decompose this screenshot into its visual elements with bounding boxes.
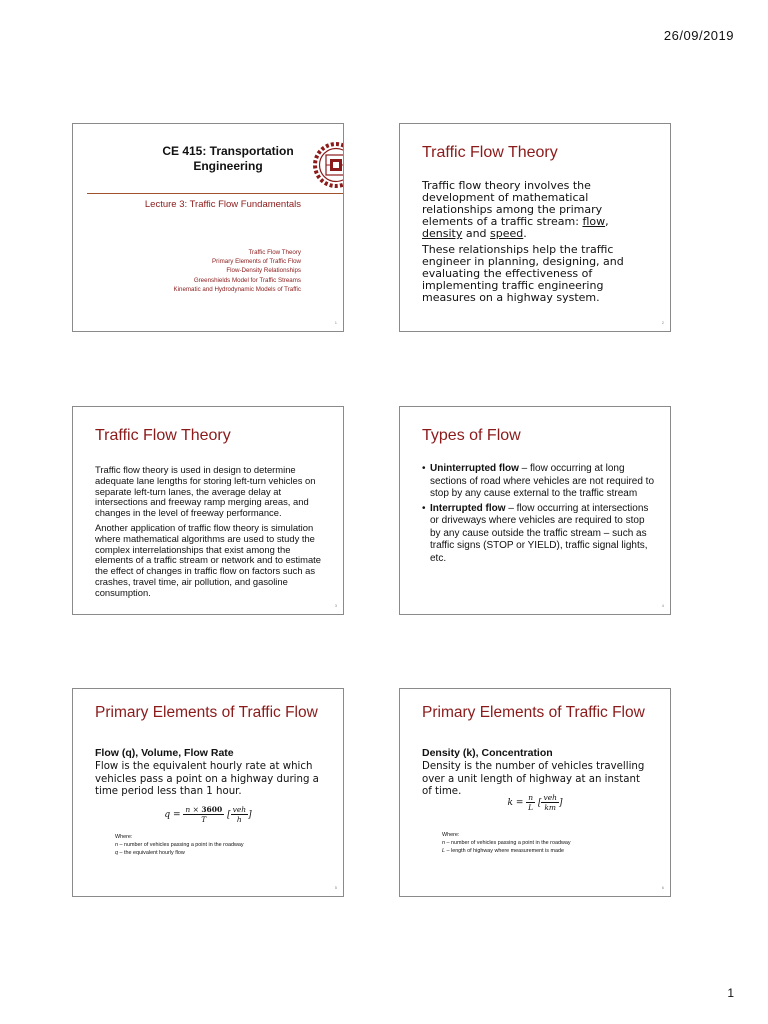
separator: and <box>462 227 491 240</box>
paragraph: These relationships help the traffic engineer in planning, designing, and evaluating the effectiveness of implementing traffic engineering measures on a highway system. <box>422 243 624 304</box>
divider-rule <box>87 193 343 194</box>
denominator: L <box>528 803 534 812</box>
slide-body <box>422 180 652 308</box>
topic-item: Primary Elements of Traffic Flow <box>212 258 301 266</box>
variable-symbol: q <box>115 849 118 856</box>
unit-numerator: veh <box>543 793 557 802</box>
term-speed: speed <box>490 227 524 240</box>
variable-symbol: n <box>442 839 445 846</box>
unit-open-bracket: [ <box>227 810 231 820</box>
definition: – flow occurring at long sections of road where vehicles are not required to stop by any cause external to the traffic stream <box>430 463 655 499</box>
paragraph-text: Traffic flow theory involves the development of mathematical relationships among the primary elements of a traffic stream: <box>422 179 603 228</box>
slide-title: Primary Elements of Traffic Flow <box>95 704 318 721</box>
denominator: T <box>201 815 207 824</box>
course-title: CE 415: Transportation Engineering <box>162 144 294 173</box>
unit-open-bracket: [ <box>537 798 542 808</box>
definition-text: Flow is the equivalent hourly rate at which vehicles pass a point on a highway during a time period less than 1 hour. <box>95 761 319 797</box>
slide-number: 1 <box>334 320 337 325</box>
variable-description: – number of vehicles passing a point in the roadway <box>445 839 571 846</box>
variable-description: – number of vehicles passing a point in the roadway <box>118 841 244 848</box>
slide-number: 6 <box>661 885 664 890</box>
slide-number: 3 <box>334 603 337 608</box>
numerator <box>183 805 224 815</box>
paragraph: Another application of traffic flow theory is simulation where mathematical algorithms are used to study the complex interrelationships that exist among the elements of a traffic stream or network and to estimate the effect of changes in traffic flow on factors such as crashes, travel time, air pollution, and gasoline consumption. <box>95 521 321 598</box>
unit-close-bracket: ] <box>248 810 252 820</box>
lecture-title: Lecture 3: Traffic Flow Fundamentals <box>144 199 301 210</box>
term-density: density <box>422 227 463 240</box>
flow-formula <box>73 805 343 824</box>
section-heading: Density (k), Concentration <box>422 747 553 759</box>
density-formula <box>400 793 670 812</box>
fraction <box>183 805 224 824</box>
separator: . <box>523 227 527 240</box>
topic-item: Kinematic and Hydrodynamic Models of Traffic <box>173 285 301 293</box>
variable-symbol: n <box>115 841 118 848</box>
topic-list <box>174 248 301 294</box>
variable-symbol: L <box>442 847 445 854</box>
unit-denominator: km <box>544 803 557 812</box>
slide-5 <box>72 688 344 897</box>
legend-heading: Where: <box>442 832 460 838</box>
slide-title: Traffic Flow Theory <box>95 427 231 444</box>
bullet-icon: • <box>422 463 426 474</box>
slide-body <box>95 465 325 603</box>
slide-number: 4 <box>661 603 664 608</box>
slide-2 <box>399 123 671 332</box>
topic-item: Flow-Density Relationships <box>226 267 301 275</box>
slide-1 <box>72 123 344 332</box>
list-item <box>422 503 656 566</box>
unit-denominator: h <box>236 815 242 824</box>
legend-item <box>115 850 244 858</box>
formula-lhs: q = <box>164 810 181 820</box>
slide-title: Primary Elements of Traffic Flow <box>422 704 645 721</box>
bullet-list <box>422 463 656 567</box>
section-heading: Flow (q), Volume, Flow Rate <box>95 747 234 759</box>
legend-item <box>442 848 571 856</box>
separator: , <box>605 215 609 228</box>
variable-description: – the equivalent hourly flow <box>118 849 185 856</box>
unit-fraction <box>231 805 249 824</box>
formula-lhs: k = <box>507 798 524 808</box>
numerator-constant: 3600 <box>201 805 223 814</box>
variable-description: – length of highway where measurement is made <box>445 847 564 854</box>
variable-legend <box>442 832 571 855</box>
definition: – flow occurring at intersections or driveways where vehicles are required to stop by any cause outside the traffic stream – such as traffic signs (STOP or YIELD), traffic signal lights, etc. <box>430 502 649 564</box>
legend-item <box>442 840 571 848</box>
page-date: 26/09/2019 <box>663 28 734 43</box>
numerator: n <box>528 793 534 802</box>
numerator-text: n × <box>185 805 202 814</box>
term-flow: flow <box>582 215 606 228</box>
slide-6 <box>399 688 671 897</box>
unit-fraction <box>541 793 559 812</box>
legend-item <box>115 842 244 850</box>
unit-close-bracket: ] <box>558 798 563 808</box>
definition-text: Density is the number of vehicles travelling over a unit length of highway at an instant of time. <box>422 761 645 797</box>
slide-number: 5 <box>334 885 337 890</box>
variable-legend <box>115 834 244 857</box>
topic-item: Traffic Flow Theory <box>248 249 301 256</box>
term: Interrupted flow <box>430 502 506 514</box>
slide-3 <box>72 406 344 615</box>
university-logo-icon <box>313 142 344 188</box>
fraction <box>526 793 535 812</box>
unit-numerator: veh <box>232 805 247 814</box>
slide-4 <box>399 406 671 615</box>
legend-heading: Where: <box>115 834 133 840</box>
term: Uninterrupted flow <box>430 463 519 474</box>
paragraph <box>422 180 652 240</box>
bullet-icon: • <box>422 502 426 514</box>
slide-number: 2 <box>661 320 664 325</box>
slide-title: Types of Flow <box>422 427 521 444</box>
list-item <box>422 463 656 501</box>
slide-title: Traffic Flow Theory <box>422 144 558 161</box>
paragraph: Traffic flow theory is used in design to determine adequate lane lengths for storing left-turn vehicles on separate left-turn lanes, the average delay at intersections and freeway ramp merging areas, and changes in the level of freeway performance. <box>95 464 316 519</box>
topic-item: Greenshields Model for Traffic Streams <box>193 276 301 284</box>
page-number: 1 <box>727 986 734 1000</box>
